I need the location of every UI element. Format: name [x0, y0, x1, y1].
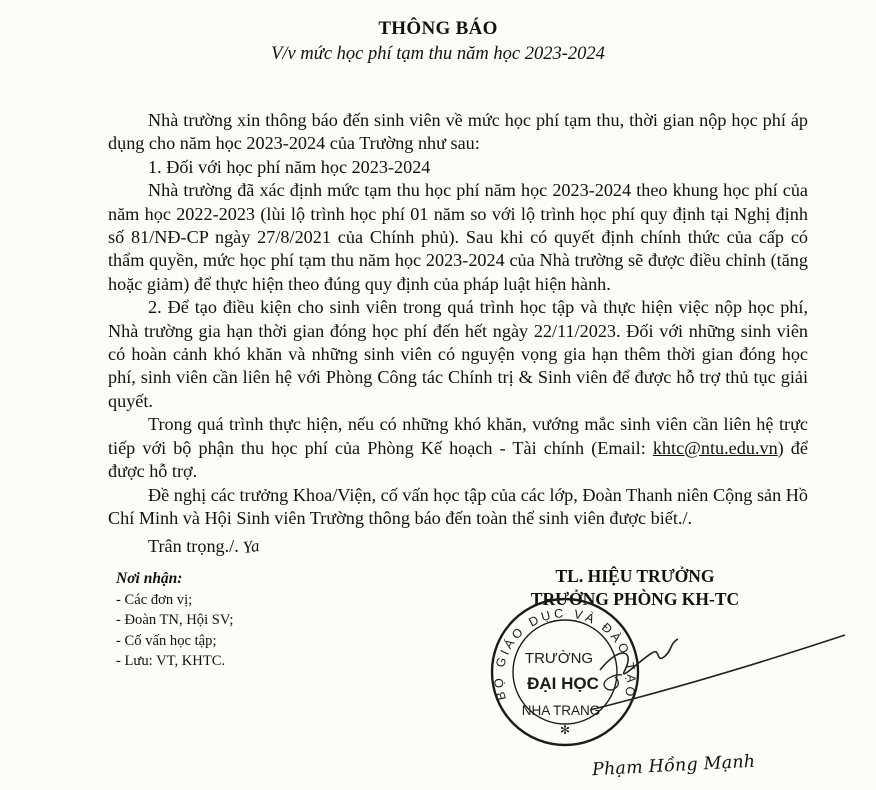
document-title: THÔNG BÁO [378, 18, 498, 39]
closing-line [148, 536, 259, 557]
signer-name: Phạm Hồng Mạnh [591, 751, 756, 781]
recipient-item: - Lưu: VT, KHTC. [116, 653, 226, 669]
email-link[interactable]: khtc@ntu.edu.vn [652, 437, 778, 458]
recipients-list [116, 590, 233, 672]
signer-title-line2: TRƯỞNG PHÒNG KH-TC [530, 589, 740, 609]
recipient-item: - Đoàn TN, Hội SV; [116, 612, 234, 628]
recipient-item: - Cố vấn học tập; [116, 632, 217, 649]
request-paragraph: Đề nghị các trưởng Khoa/Viện, cố vấn học tập của các lớp, Đoàn Thanh niên Cộng sản Hồ Chí Minh và Hội Sinh viên Trường thông báo đến toàn thể sinh viên được biết./. [108, 484, 808, 528]
recipients-heading: Nơi nhận: [116, 570, 183, 587]
contact-text-after: ) để được hỗ trợ. [108, 437, 808, 482]
recipients-block [116, 569, 233, 672]
initials-mark: Ya [241, 535, 261, 558]
section2-paragraph: 2. Để tạo điều kiện cho sinh viên trong quá trình học tập và thực hiện việc nộp học phí, Nhà trường gia hạn thời gian đóng học phí đến hết ngày 22/11/2023. Đối với những sinh viên có hoàn cảnh khó khăn và những sinh viên có nguyện vọng gia hạn thêm thời gian đóng học phí, sinh viên cần liên hệ với Phòng Công tác Chính trị & Sinh viên để được hỗ trợ thủ tục giải quyết. [108, 297, 808, 411]
contact-paragraph [108, 413, 808, 483]
handwritten-signature-icon [560, 615, 860, 745]
intro-paragraph: Nhà trường xin thông báo đến sinh viên về mức học phí tạm thu, thời gian nộp học phí áp dụng cho năm học 2023-2024 của Trường như sau: [108, 110, 808, 154]
document-body [108, 109, 808, 530]
seal-line2: ĐẠI HỌC [527, 674, 599, 693]
seal-outer-text: BỘ GIÁO DỤC VÀ ĐÀO TẠO [491, 606, 639, 702]
seal-line1: TRƯỜNG [524, 650, 594, 667]
document-subtitle: V/v mức học phí tạm thu năm học 2023-2024 [271, 44, 605, 64]
recipient-item: - Các đơn vị; [116, 591, 193, 608]
closing-text: Trân trọng./. [148, 536, 239, 556]
section1-paragraph: Nhà trường đã xác định mức tạm thu học phí năm học 2023-2024 theo khung học phí của năm học 2022-2023 (lùi lộ trình học phí 01 năm so với lộ trình học phí quy định tại Nghị định số 81/NĐ-CP ngày 27/8/2021 của Chính phủ). Sau khi có quyết định chính thức của cấp có thẩm quyền, mức học phí tạm thu năm học 2023-2024 của Nhà trường sẽ được điều chỉnh (tăng hoặc giảm) để thực hiện theo đúng quy định của pháp luật hiện hành. [108, 180, 808, 294]
contact-text-before: Trong quá trình thực hiện, nếu có những khó khăn, vướng mắc sinh viên cần liên hệ trực tiếp với bộ phận thu học phí của Phòng Kế hoạch - Tài chính (Email: [108, 414, 808, 458]
section1-heading: 1. Đối với học phí năm học 2023-2024 [148, 156, 431, 177]
seal-line3: NHA TRANG [521, 703, 601, 718]
svg-text:✻: ✻ [559, 723, 571, 737]
signer-title-line1: TL. HIỆU TRƯỞNG [555, 566, 715, 586]
